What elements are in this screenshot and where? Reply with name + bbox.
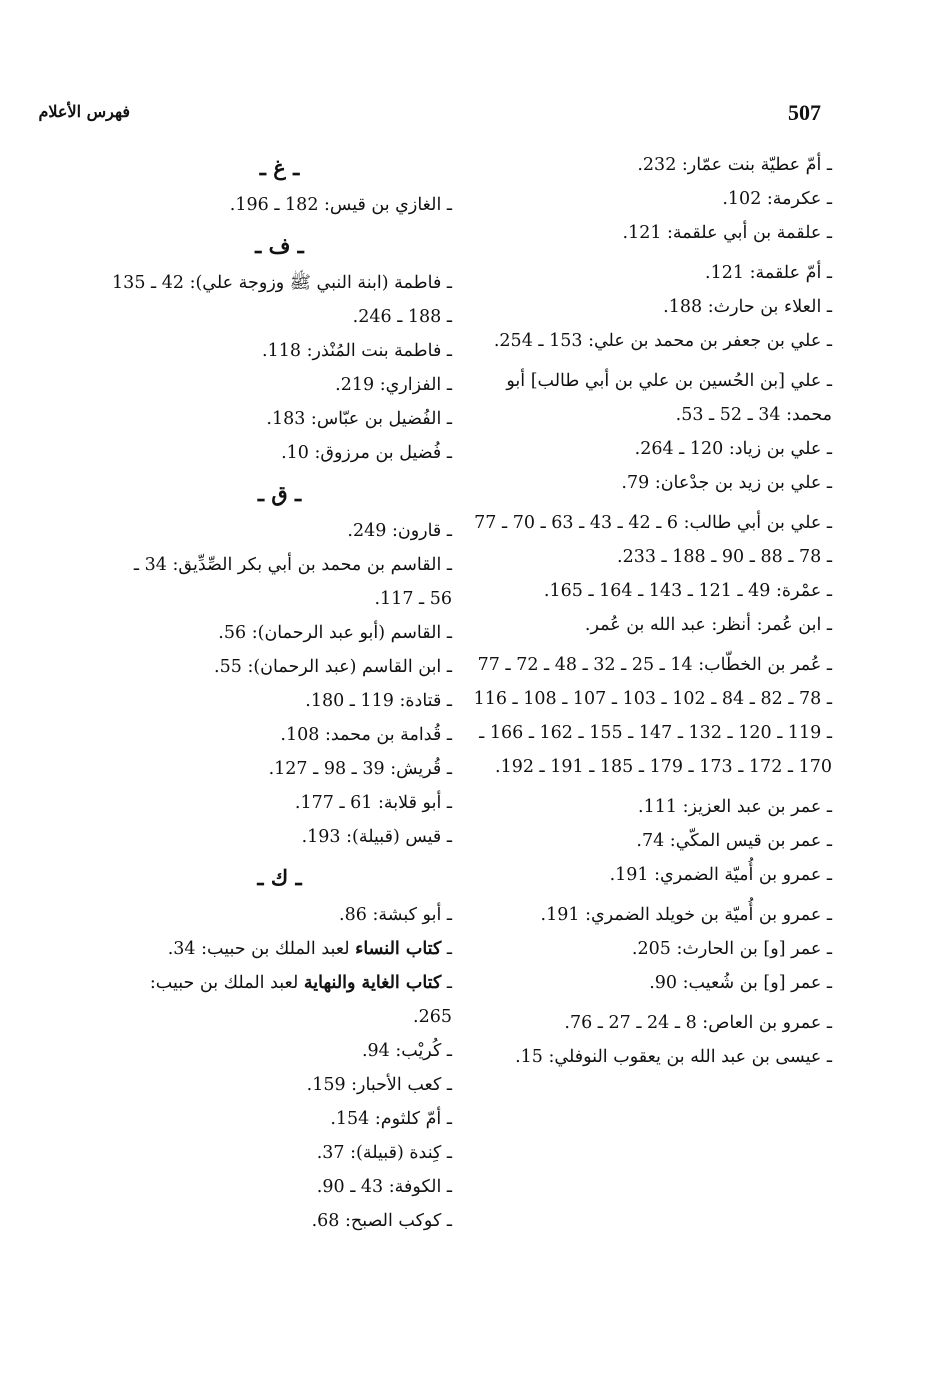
index-entry: ـ ابن القاسم (عبد الرحمان): 55. [214, 657, 452, 677]
index-entry: ـ كتاب النساء لعبد الملك بن حبيب: 34. [167, 939, 452, 959]
index-entry: ـ كتاب الغاية والنهاية لعبد الملك بن حبيب: 265. [149, 973, 452, 1027]
index-entry: ـ فاطمة بنت المُنْذر: 118. [262, 341, 452, 361]
index-entry: ـ أبو كبشة: 86. [339, 905, 452, 925]
index-column-left [107, 148, 452, 1238]
index-entry: ـ الفزاري: 219. [335, 375, 452, 395]
index-entry: ـ أبو قلابة: 61 ـ 177. [294, 793, 452, 813]
index-entry: ـ قُريش: 39 ـ 98 ـ 127. [268, 759, 452, 779]
index-column-right [472, 148, 832, 1074]
index-entry: ـ الغازي بن قيس: 182 ـ 196. [229, 195, 452, 215]
section-letter-heading: ـ ف ـ [255, 233, 304, 258]
index-entry: ـ عمرو بن العاص: 8 ـ 24 ـ 27 ـ 76. [564, 1013, 832, 1033]
index-entry: ـ عُمر بن الخطّاب: 14 ـ 25 ـ 32 ـ 48 ـ 72 ـ 77 ـ 78 ـ 82 ـ 84 ـ 102 ـ 103 ـ 107 ـ 108 ـ 116 ـ 119 ـ 120 ـ 132 ـ 147 ـ 155 ـ 162 ـ 166 ـ 170 ـ 172 ـ 173 ـ 179 ـ 185 ـ 191 ـ 192. [473, 655, 832, 777]
index-entry: ـ أمّ علقمة: 121. [705, 263, 832, 283]
index-entry: ـ كوكب الصبح: 68. [311, 1211, 452, 1231]
index-entry: ـ عمرو بن أُميّة بن خويلد الضمري: 191. [540, 905, 832, 925]
index-entry: ـ فاطمة (ابنة النبي ﷺ وزوجة علي): 42 ـ 135 ـ 188 ـ 246. [112, 273, 452, 327]
section-letter-heading: ـ ك ـ [257, 865, 302, 890]
page-number: 507 [788, 100, 821, 125]
index-entry: ـ عمرو بن أُميّة الضمري: 191. [609, 865, 832, 885]
index-entry: ـ الفُضيل بن عبّاس: 183. [266, 409, 452, 429]
book-title: كتاب الغاية والنهاية [303, 973, 442, 993]
book-title: كتاب النساء [355, 939, 442, 959]
section-letter-heading: ـ غ ـ [259, 155, 300, 180]
index-entry: ـ عمر [و] بن شُعيب: 90. [649, 973, 832, 993]
index-entry: ـ عيسى بن عبد الله بن يعقوب النوفلي: 15. [515, 1047, 832, 1067]
index-entry: ـ فُضيل بن مرزوق: 10. [281, 443, 452, 463]
index-entry: ـ أمّ عطيّة بنت عمّار: 232. [637, 155, 832, 175]
index-entry: ـ عمر بن قيس المكّي: 74. [636, 831, 832, 851]
index-entry: ـ علي بن زيد بن جدْعان: 79. [621, 473, 832, 493]
index-entry: ـ عمر بن عبد العزيز: 111. [638, 797, 832, 817]
index-entry: ـ قيس (قبيلة): 193. [301, 827, 452, 847]
index-entry: ـ العلاء بن حارث: 188. [663, 297, 832, 317]
index-entry: ـ كعب الأحبار: 159. [306, 1075, 452, 1095]
index-entry: ـ علي بن أبي طالب: 6 ـ 42 ـ 43 ـ 63 ـ 70 ـ 77 ـ 78 ـ 88 ـ 90 ـ 188 ـ 233. [474, 513, 832, 567]
section-letter-heading: ـ ق ـ [257, 481, 302, 506]
index-entry: ـ ابن عُمر: أنظر: عبد الله بن عُمر. [584, 615, 832, 635]
index-entry: ـ القاسم بن محمد بن أبي بكر الصِّدِّيق: 34 ـ 56 ـ 117. [133, 555, 452, 609]
index-entry: ـ كِندة (قبيلة): 37. [316, 1143, 452, 1163]
index-entry: ـ قُدامة بن محمد: 108. [280, 725, 452, 745]
index-entry: ـ علي بن جعفر بن محمد بن علي: 153 ـ 254. [493, 331, 832, 351]
index-entry: ـ كُريْب: 94. [361, 1041, 452, 1061]
index-entry: ـ قارون: 249. [347, 521, 452, 541]
index-entry: ـ أمّ كلثوم: 154. [330, 1109, 452, 1129]
index-entry: ـ علقمة بن أبي علقمة: 121. [622, 223, 832, 243]
index-entry: ـ عكرمة: 102. [722, 189, 832, 209]
index-entry: ـ القاسم (أبو عبد الرحمان): 56. [218, 623, 452, 643]
index-entry: ـ قتادة: 119 ـ 180. [305, 691, 452, 711]
index-entry: ـ الكوفة: 43 ـ 90. [316, 1177, 452, 1197]
index-entry: ـ عمْرة: 49 ـ 121 ـ 143 ـ 164 ـ 165. [543, 581, 832, 601]
index-entry: ـ علي بن زياد: 120 ـ 264. [634, 439, 832, 459]
index-entry: ـ علي [بن الحُسين بن علي بن أبي طالب] أبو محمد: 34 ـ 52 ـ 53. [506, 371, 832, 425]
running-title: فهرس الأعلام [38, 102, 130, 121]
index-entry: ـ عمر [و] بن الحارث: 205. [631, 939, 832, 959]
